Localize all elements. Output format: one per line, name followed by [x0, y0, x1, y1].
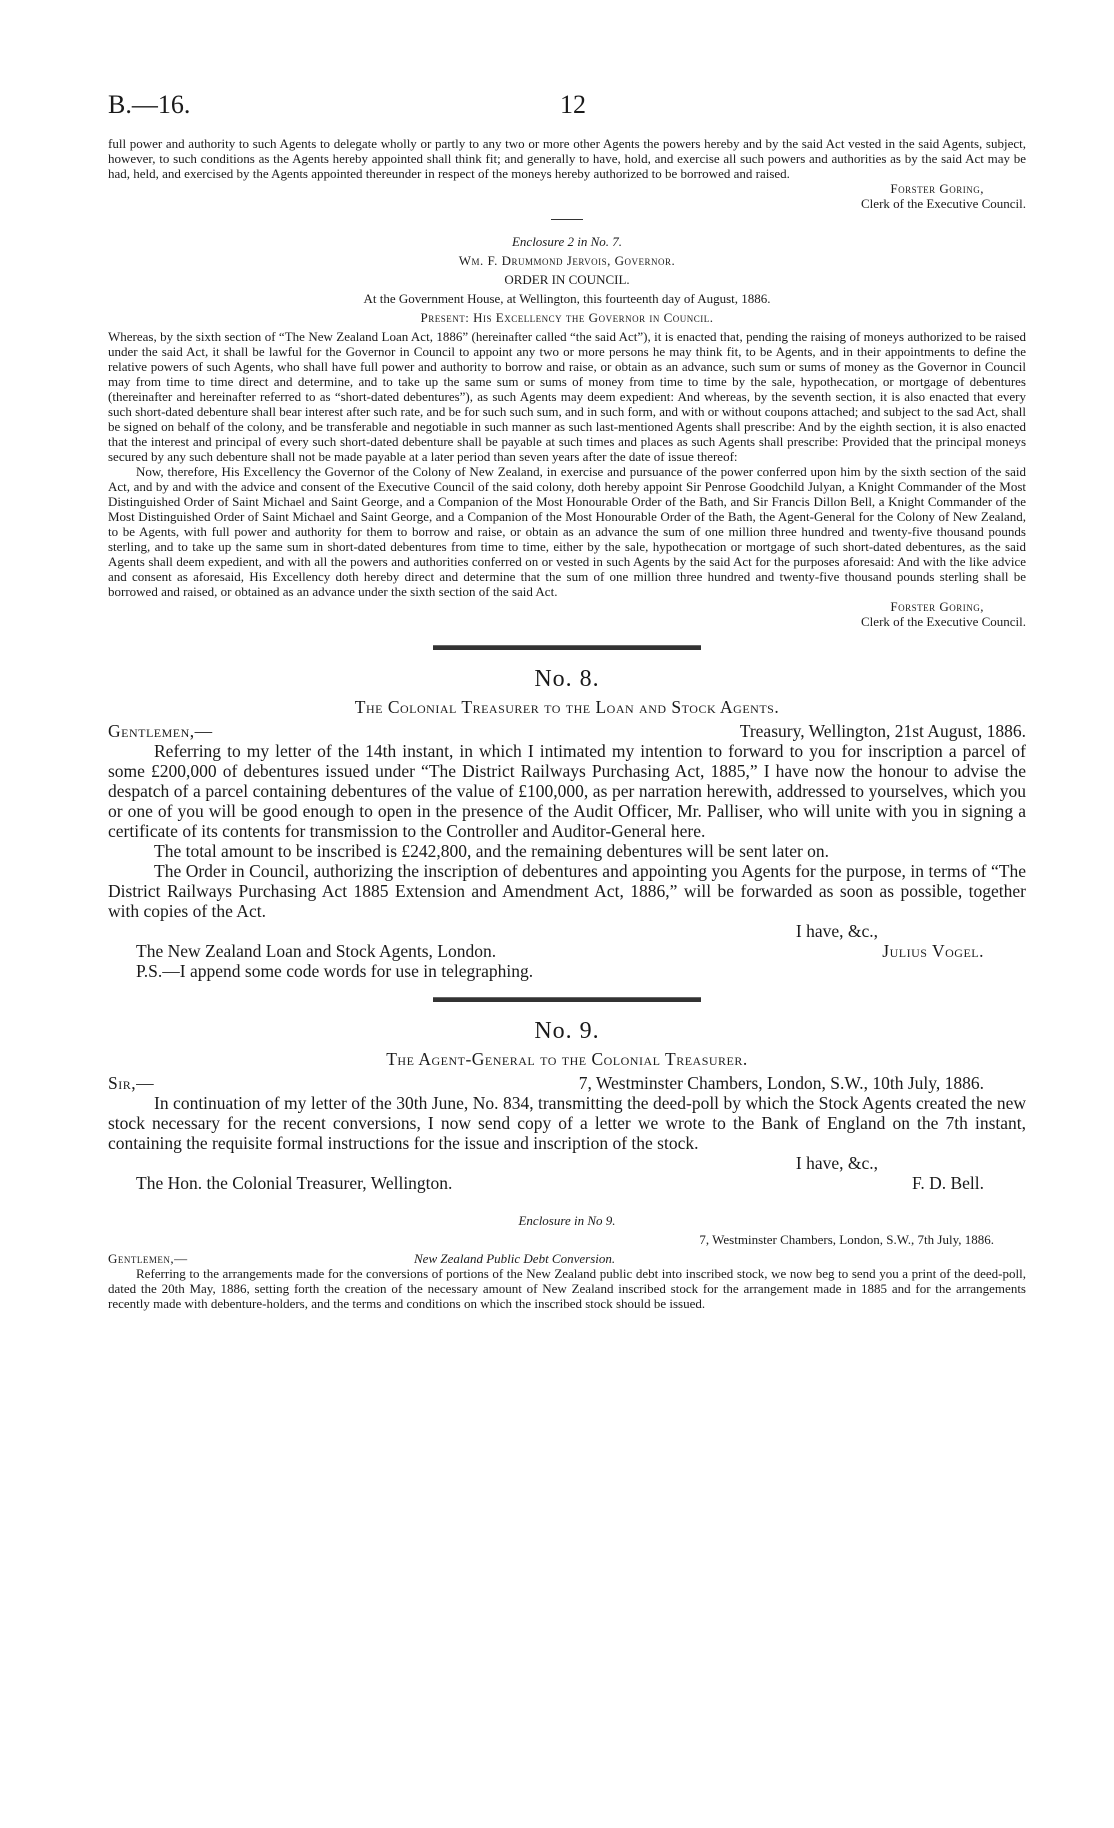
letter-addressee: The Hon. the Colonial Treasurer, Wellington. — [136, 1173, 453, 1193]
letter-dateline: Treasury, Wellington, 21st August, 1886. — [739, 721, 1026, 741]
letter-paragraph: Referring to my letter of the 14th instant, in which I intimated my intention to forward to you for inscription a parcel of some £200,000 of debentures issued under “The District Railways Purchasing Act, 1885,” I have now the honour to advise the despatch of a parcel containing debentures of the value of £100,000, as per narration herewith, addressed to yourselves, which you or one of you will be good enough to open in the presence of the Audit Officer, Mr. Palliser, who will unite with you in signing a certificate of its contents for transmission to the Controller and Auditor-General here. — [108, 741, 1026, 841]
signature-name: Forster Goring, — [890, 181, 984, 196]
section-divider — [551, 219, 583, 220]
order-title: ORDER IN COUNCIL. — [504, 272, 630, 287]
page-header — [108, 90, 1026, 136]
signature-title: Clerk of the Executive Council. — [861, 196, 1026, 211]
letter-salutation-row — [108, 1073, 1026, 1093]
document-page — [108, 90, 1026, 1311]
order-now-therefore-paragraph: Now, therefore, His Excellency the Governor of the Colony of New Zealand, in exercise and pursuance of the power conferred upon him by the sixth section of the said Act, and by and with the advice and consent of the Executive Council of the said colony, doth hereby appoint Sir Penrose Goodchild Julyan, a Knight Commander of the Most Distinguished Order of Saint Michael and Saint George, and a Companion of the Most Honourable Order of the Bath, and Sir Francis Dillon Bell, a Knight Commander of the Most Distinguished Order of Saint Michael and Saint George, and a Companion of the Most Honourable Order of the Bath, the Agent-General for the Colony of New Zealand, to be Agents, with full power and authority for them to borrow and raise, or obtain as an advance the sum of one million three hundred and twenty-five thousand pounds sterling, and to take up the same sum in short-dated debentures from time to time, either by the sale, hypothecation or mortgage of such short-dated debentures, as the said Agents shall deem expedient, and with all the powers and authorities conferred on or vested in such Agents by the said Act for the purposes aforesaid: And with the like advice and consent as aforesaid, His Excellency doth hereby direct and determine that the sum of one million three hundred and twenty-five thousand pounds sterling shall be borrowed and raised, or obtained as an advance under the sixth section of the said Act. — [108, 464, 1026, 599]
enclosure-heading: Enclosure 2 in No. 7. — [511, 234, 622, 249]
letter-postscript: P.S.—I append some code words for use in telegraphing. — [136, 961, 534, 981]
letter-number: No. 8. — [534, 666, 600, 692]
letter-title: The Colonial Treasurer to the Loan and Stock Agents. — [354, 697, 780, 717]
enclosure-dateline: 7, Westminster Chambers, London, S.W., 7th July, 1886. — [699, 1232, 994, 1247]
letter-paragraph: The total amount to be inscribed is £242,800, and the remaining debentures will be sent later on. — [154, 841, 830, 861]
order-present: Present: His Excellency the Governor in Council. — [420, 310, 714, 325]
order-signature-title: Clerk of the Executive Council. — [861, 614, 1026, 629]
letter-salutation-row — [108, 721, 1026, 741]
enclosure-salutation: Gentlemen,— — [108, 1251, 188, 1266]
paper-reference: B.—16. — [108, 90, 191, 119]
letter-salutation: Sir,— — [108, 1073, 155, 1093]
letter-addressee-row — [108, 1173, 1026, 1193]
letter-paragraph: The Order in Council, authorizing the inscription of debentures and appointing you Agents for the purpose, in terms of “The District Railways Purchasing Act 1885 Extension and Amendment Act, 1886,” will be forwarded as soon as possible, together with copies of the Act. — [108, 861, 1026, 921]
letter-closing: I have, &c., — [795, 921, 878, 941]
letter-signature: F. D. Bell. — [911, 1173, 984, 1193]
order-whereas-paragraph: Whereas, by the sixth section of “The New Zealand Loan Act, 1886” (hereinafter called “the said Act”), it is enacted that, pending the raising of moneys authorized to be raised under the said Act, it shall be lawful for the Governor in Council to appoint any two or more persons he may think fit, to be Agents, and in their appointments to define the relative powers of such Agents, who shall have full power and authority to borrow and raise, or obtain as an advance, such sum or sums of money as the Governor in Council may from time to time direct and determine, and to take up the same sum or sums of money from time to time by the sale, hypothecation, or mortgage of debentures (thereinafter and hereinafter referred to as “short-dated debentures”), as such Agents may deem expedient: And whereas, by the seventh section, it is also enacted that every such short-dated debenture shall bear interest after such rate, and be for such such sum, and in such form, and with or without coupons attached; and subject to the sad Act, shall be signed on behalf of the colony, and be transferable and negotiable in such manner as such last-mentioned Agents shall prescribe: And by the eighth section, it is also enacted that the interest and principal of every such short-dated debenture shall be payable at such times and places as such Agents shall prescribe: Provided that the principal moneys secured by any such debenture shall not be made payable at a later period than seven years after the date of issue thereof: — [108, 329, 1026, 464]
governor-line: Wm. F. Drummond Jervois, Governor. — [458, 253, 676, 268]
letter-title: The Agent-General to the Colonial Treasurer. — [386, 1049, 748, 1069]
letter-paragraph: In continuation of my letter of the 30th June, No. 834, transmitting the deed-poll by which the Stock Agents created the new stock necessary for the recent conversions, I now send copy of a letter we wrote to the Bank of England on the 7th instant, containing the requisite formal instructions for the issue and inscription of the stock. — [108, 1093, 1026, 1153]
order-signature-name: Forster Goring, — [890, 599, 984, 614]
enclosure-heading: Enclosure in No 9. — [518, 1213, 616, 1228]
section-divider-thick — [433, 645, 701, 650]
letter-addressee-row — [108, 941, 1026, 961]
section-divider-thick — [433, 997, 701, 1002]
continued-paragraph: full power and authority to such Agents to delegate wholly or partly to any two or more other Agents the powers hereby and by the said Act vested in the said Agents, subject, however, to such conditions as the Agents hereby appointed shall think fit; and generally to have, hold, and exercise all such powers and authorities as by the said Act may be had, held, and exercised by the Agents appointed thereunder in respect of the moneys hereby authorized to be borrowed and raised. — [108, 136, 1026, 181]
letter-number: No. 9. — [534, 1018, 600, 1044]
letter-signature: Julius Vogel. — [882, 941, 984, 961]
page-number: 12 — [560, 90, 586, 119]
enclosure-subject: New Zealand Public Debt Conversion. — [414, 1251, 616, 1266]
letter-closing: I have, &c., — [795, 1153, 878, 1173]
letter-dateline: 7, Westminster Chambers, London, S.W., 10th July, 1886. — [578, 1073, 984, 1093]
letter-addressee: The New Zealand Loan and Stock Agents, London. — [136, 941, 497, 961]
letter-salutation: Gentlemen,— — [108, 721, 213, 741]
order-place-date: At the Government House, at Wellington, this fourteenth day of August, 1886. — [363, 291, 771, 306]
enclosure-salutation-row — [108, 1251, 1026, 1266]
enclosure-paragraph: Referring to the arrangements made for the conversions of portions of the New Zealand public debt into inscribed stock, we now beg to send you a print of the deed-poll, dated the 20th May, 1886, setting forth the creation of the necessary amount of New Zealand inscribed stock for the arrangement made in 1885 and for the arrangements recently made with debenture-holders, and the terms and conditions on which the inscribed stock should be issued. — [108, 1266, 1026, 1311]
